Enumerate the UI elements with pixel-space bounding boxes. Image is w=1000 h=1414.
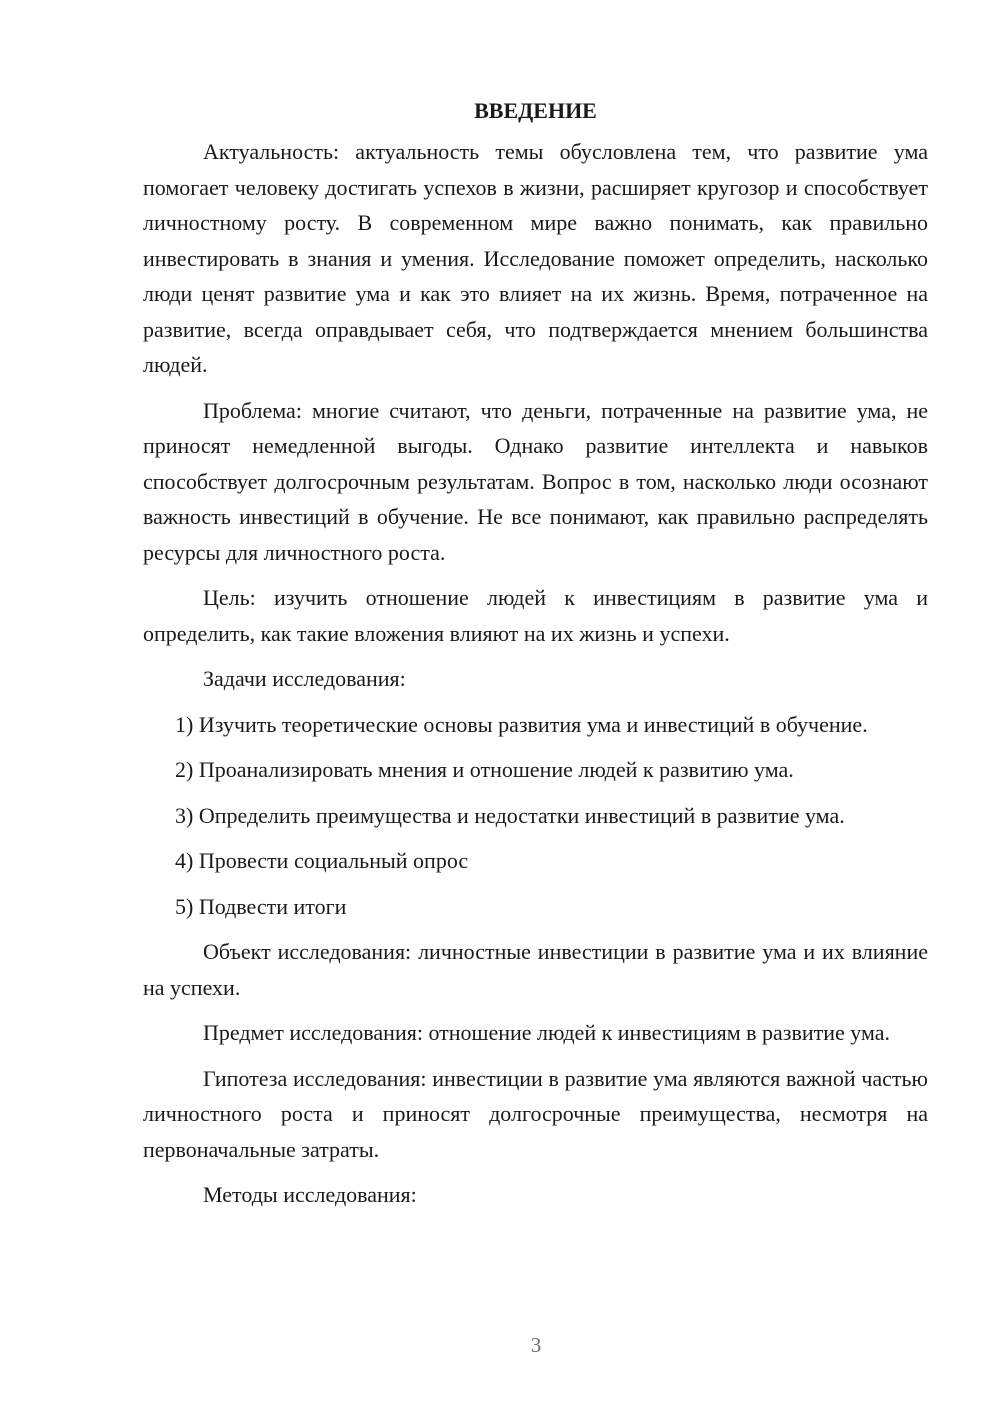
list-item: 1) Изучить теоретические основы развития ума и инвестиций в обучение. [175, 711, 868, 737]
page-body [143, 96, 928, 1223]
page-number: 3 [530, 1333, 542, 1357]
relevance-paragraph: Актуальность: актуальность темы обусловлена тем, что развитие ума помогает человеку достигать успехов в жизни, расширяет кругозор и способствует личностному росту. В современном мире важно понимать, как правильно инвестировать в знания и умения. Исследование поможет определить, насколько люди ценят развитие ума и как это влияет на их жизнь. Время, потраченное на развитие, всегда оправдывает себя, что подтверждается мнением большинства людей. [143, 139, 928, 377]
tasks-heading: Задачи исследования: [203, 666, 406, 691]
list-item: 2) Проанализировать мнения и отношение людей к развитию ума. [175, 757, 794, 782]
list-item: 5) Подвести итоги [175, 893, 347, 919]
section-title: ВВЕДЕНИЕ [474, 98, 597, 123]
subject-paragraph: Предмет исследования: отношение людей к инвестициям в развитие ума. [203, 1020, 891, 1045]
tasks-list [143, 707, 928, 925]
methods-heading: Методы исследования: [203, 1182, 417, 1207]
object-paragraph: Объект исследования: личностные инвестиции в развитие ума и их влияние на успехи. [143, 939, 928, 1000]
goal-paragraph: Цель: изучить отношение людей к инвестициям в развитие ума и определить, как такие вложения влияют на их жизнь и успехи. [143, 585, 928, 646]
problem-paragraph: Проблема: многие считают, что деньги, потраченные на развитие ума, не приносят немедленной выгоды. Однако развитие интеллекта и навыков способствует долгосрочным результатам. Вопрос в том, насколько люди осознают важность инвестиций в обучение. Не все понимают, как правильно распределять ресурсы для личностного роста. [143, 397, 928, 565]
list-item: 3) Определить преимущества и недостатки инвестиций в развитие ума. [175, 802, 845, 828]
list-item: 4) Провести социальный опрос [175, 848, 469, 873]
hypothesis-paragraph: Гипотеза исследования: инвестиции в развитие ума являются важной частью личностного роста и приносят долгосрочные преимущества, несмотря на первоначальные затраты. [143, 1065, 928, 1162]
